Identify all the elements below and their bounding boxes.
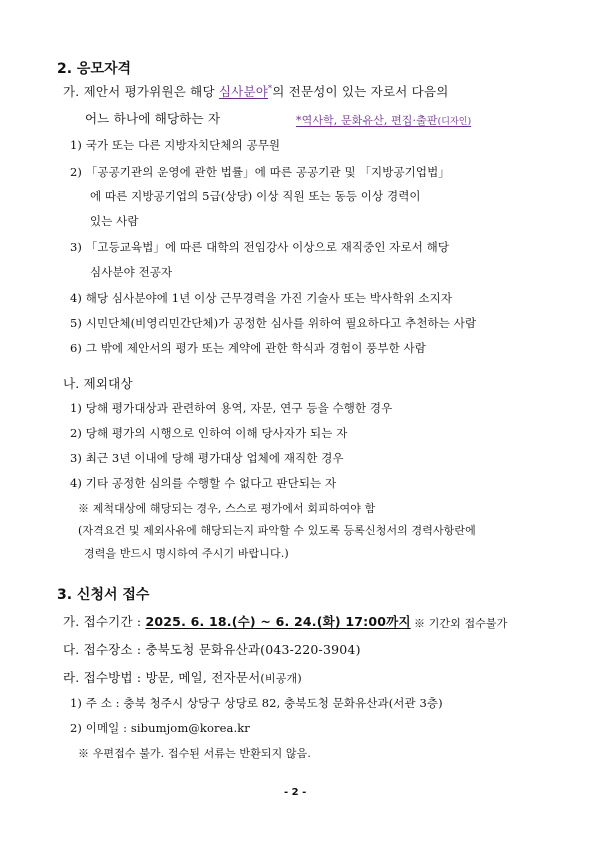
na-note-1: ※ 제척대상에 해당되는 경우, 스스로 평가에서 회피하여야 함 [78, 502, 376, 515]
period-line [63, 612, 411, 630]
page-number: - 2 - [284, 787, 307, 798]
address-line: 1) 주 소 : 충북 청주시 상당구 상당로 82, 충북도청 문화유산과(서관 3층) [70, 696, 443, 710]
ga-item-3: 3) 「고등교육법」에 따른 대학의 전임강사 이상으로 재직중인 자로서 해당 [70, 240, 450, 254]
ga-line-1 [63, 82, 449, 100]
ga-item-6: 6) 그 밖에 제안서의 평가 또는 계약에 관한 학식과 경험이 풍부한 사람 [70, 341, 426, 355]
na-item-4: 4) 기타 공정한 심의를 수행할 수 없다고 판단되는 자 [70, 476, 337, 490]
ga-item-5: 5) 시민단체(비영리민간단체)가 공정한 심사를 위하여 필요하다고 추천하는 사람 [70, 316, 477, 330]
method-note: (비공개) [260, 672, 302, 685]
email-line: 2) 이메일 : sibumjom@korea.kr [70, 721, 250, 735]
na-note-3: 경력을 반드시 명시하여 주시기 바랍니다.) [84, 547, 289, 560]
mail-note: ※ 우편접수 불가. 접수된 서류는 반환되지 않음. [78, 747, 311, 760]
ga-item-3-cont: 심사분야 전공자 [90, 265, 173, 279]
ga-item-4: 4) 해당 심사분야에 1년 이상 근무경력을 가진 기술사 또는 박사학위 소지자 [70, 291, 453, 305]
na-item-3: 3) 최근 3년 이내에 당해 평가대상 업체에 재직한 경우 [70, 451, 344, 465]
ga-item-2: 2) 「공공기관의 운영에 관한 법률」에 따른 공공기관 및 「지방공기업법」 [70, 165, 450, 179]
ga-suffix: 의 전문성이 있는 자로서 다음의 [272, 84, 449, 99]
place-line: 다. 접수장소 : 충북도청 문화유산과(043-220-3904) [63, 642, 361, 657]
ga-line-2: 어느 하나에 해당하는 자 [85, 111, 221, 126]
method-line: 라. 접수방법 : 방문, 메일, 전자문서(비공개) [63, 670, 302, 685]
section-2-heading: 2. 응모자격 [57, 61, 132, 77]
period-value: 2025. 6. 18.(수) ~ 6. 24.(화) 17:00까지 [145, 614, 411, 629]
period-label: 가. 접수기간 : [63, 614, 146, 629]
ga-field-star: * [268, 83, 273, 93]
ga-field: 심사분야 [218, 84, 269, 99]
section-3-heading: 3. 신청서 접수 [57, 587, 150, 603]
ga-item-2-cont2: 있는 사람 [90, 214, 139, 228]
ga-item-1: 1) 국가 또는 다른 지방자치단체의 공무원 [70, 138, 281, 152]
na-item-1: 1) 당해 평가대상과 관련하여 용역, 자문, 연구 등을 수행한 경우 [70, 401, 393, 415]
period-note: ※ 기간외 접수불가 [414, 617, 508, 630]
ga-item-2-cont: 에 따른 지방공기업의 5급(상당) 이상 직원 또는 동등 이상 경력이 [90, 189, 421, 203]
na-item-2: 2) 당해 평가의 시행으로 인하여 이해 당사자가 되는 자 [70, 426, 348, 440]
na-title: 나. 제외대상 [63, 376, 133, 391]
ga-prefix: 가. 제안서 평가위원은 해당 [63, 84, 219, 99]
na-note-2: (자격요건 및 제외사유에 해당되는지 파악할 수 있도록 등록신청서의 경력사항란에 [78, 524, 476, 537]
ga-field-note: *역사학, 문화유산, 편집·출판(디자인) [296, 114, 472, 127]
